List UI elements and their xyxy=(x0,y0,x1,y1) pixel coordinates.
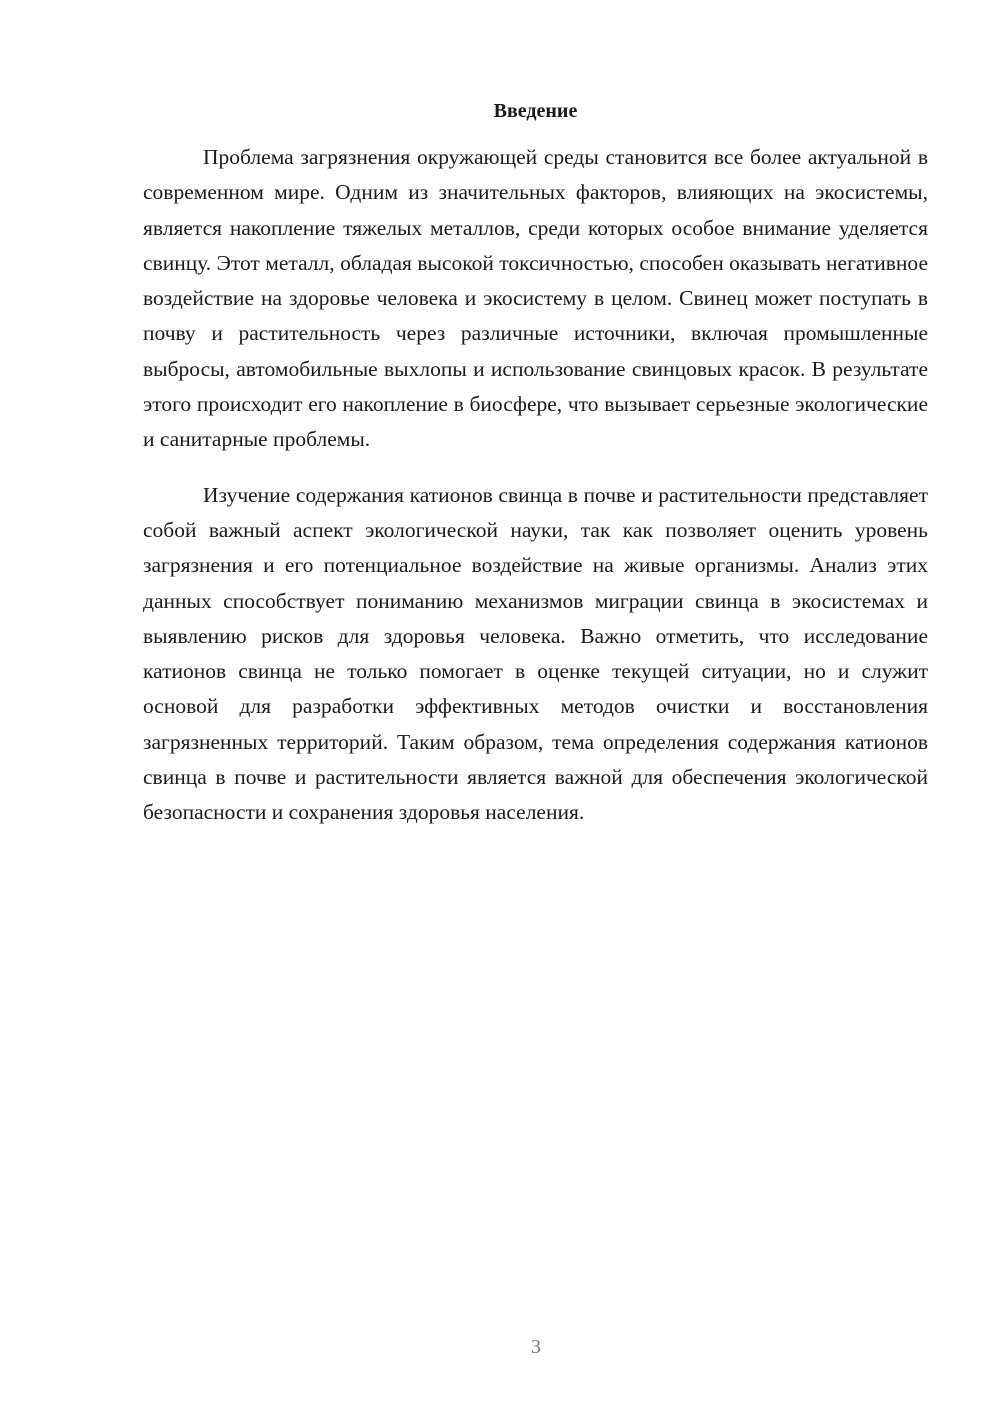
section-heading: Введение xyxy=(493,100,578,122)
paragraph-2: Изучение содержания катионов свинца в почве и растительности представляет собой важный аспект экологической науки, так как позволяет оценить уровень загрязнения и его потенциальное воздействие на живые организмы. Анализ этих данных способствует пониманию механизмов миграции свинца в экосистемах и выявлению рисков для здоровья человека. Важно отметить, что исследование катионов свинца не только помогает в оценке текущей ситуации, но и служит основой для разработки эффективных методов очистки и восстановления загрязненных территорий. Таким образом, тема определения содержания катионов свинца в почве и растительности является важной для обеспечения экологической безопасности и сохранения здоровья населения. xyxy=(143,482,928,825)
paragraph-1: Проблема загрязнения окружающей среды становится все более актуальной в современном мире. Одним из значительных факторов, влияющих на экосистемы, является накопление тяжелых металлов, среди которых особое внимание уделяется свинцу. Этот металл, обладая высокой токсичностью, способен оказывать негативное воздействие на здоровье человека и экосистему в целом. Свинец может поступать в почву и растительность через различные источники, включая промышленные выбросы, автомобильные выхлопы и использование свинцовых красок. В результате этого происходит его накопление в биосфере, что вызывает серьезные экологические и санитарные проблемы. xyxy=(143,145,928,452)
page-content xyxy=(143,96,928,831)
page-number: 3 xyxy=(531,1336,541,1358)
